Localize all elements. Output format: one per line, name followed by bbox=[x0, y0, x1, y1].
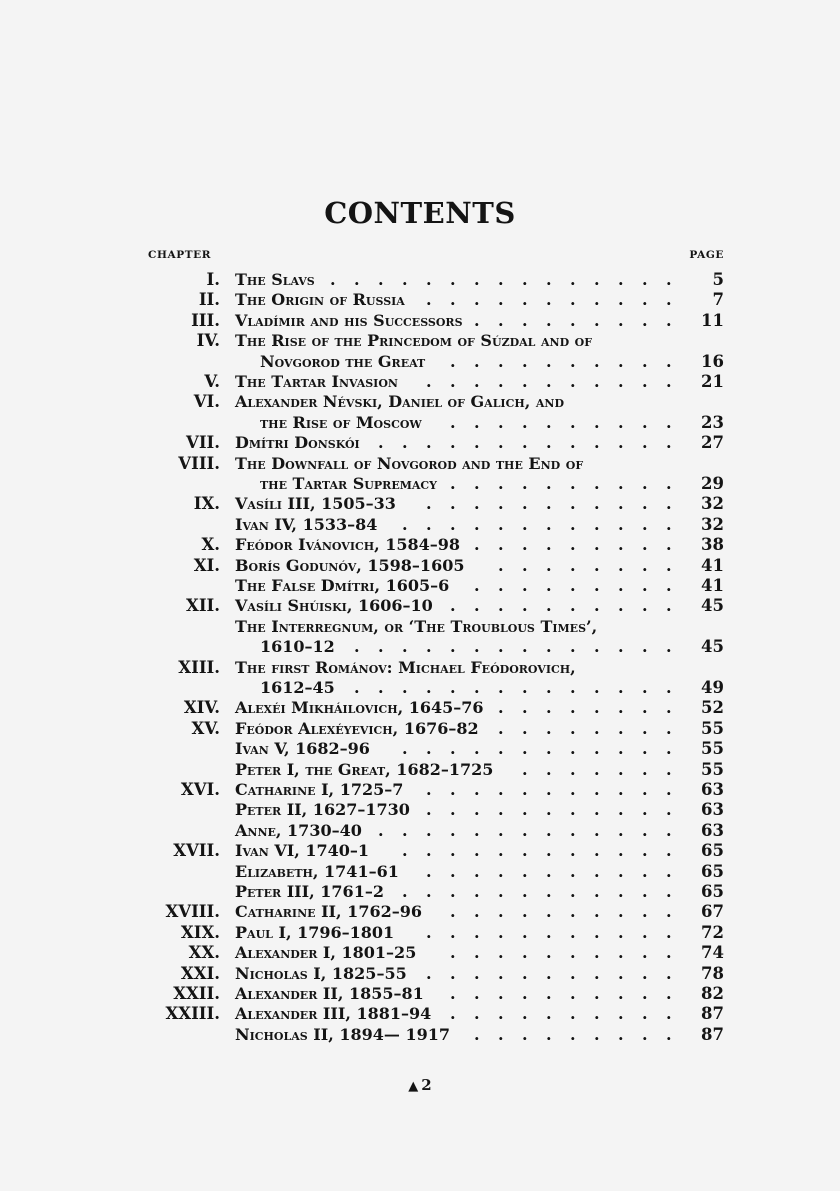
chapter-title: Dmítri Donskói bbox=[235, 433, 360, 453]
toc-line bbox=[0, 943, 840, 963]
chapter-number: XII. bbox=[186, 596, 220, 616]
toc-line bbox=[0, 780, 840, 800]
leader-dots: . . . . . . . . . . . bbox=[426, 922, 672, 942]
leader-dots: . . . . . . . . . . . bbox=[426, 963, 672, 983]
page-number: 5 bbox=[712, 270, 724, 289]
leader-dots: . . . . . . . . . . bbox=[450, 943, 672, 963]
toc-line bbox=[0, 902, 840, 922]
chapter-title: Alexander I, 1801–25 bbox=[235, 943, 417, 963]
chapter-number: XI. bbox=[193, 555, 220, 575]
page-column-header: PAGE bbox=[689, 249, 724, 261]
chapter-title: The Tartar Invasion bbox=[235, 372, 398, 391]
page-number: 27 bbox=[701, 433, 724, 453]
chapter-title: Catharine II, 1762–96 bbox=[235, 902, 422, 922]
page-number: 16 bbox=[701, 351, 724, 371]
toc-line bbox=[0, 1004, 840, 1024]
chapter-title: Anne, 1730–40 bbox=[235, 820, 362, 840]
chapter-title: Peter I, the Great, 1682–1725 bbox=[235, 759, 494, 779]
chapter-title: Vasíli III, 1505–33 bbox=[235, 494, 396, 514]
toc-line bbox=[0, 433, 840, 453]
toc-line bbox=[0, 760, 840, 780]
page-number: 23 bbox=[701, 412, 724, 432]
toc-line bbox=[0, 331, 840, 351]
page-number: 49 bbox=[701, 678, 724, 697]
chapter-title: Nicholas II, 1894— 1917 bbox=[235, 1024, 451, 1044]
chapter-number: XXII. bbox=[173, 984, 220, 1003]
page-number: 63 bbox=[701, 820, 724, 840]
chapter-number: III. bbox=[191, 310, 220, 330]
leader-dots: . . . . . . . . . . . . . . bbox=[354, 678, 672, 697]
leader-dots: . . . . . . . . . . . bbox=[426, 494, 672, 514]
toc-line bbox=[0, 698, 840, 718]
page-number: 29 bbox=[701, 474, 724, 493]
chapter-number: II. bbox=[198, 290, 220, 310]
chapter-title: Elizabeth, 1741–61 bbox=[235, 861, 399, 881]
leader-dots: . . . . . . . . . . . . . . bbox=[354, 637, 672, 657]
toc-line bbox=[0, 923, 840, 943]
page-number: 52 bbox=[701, 698, 724, 718]
chapter-title: Novgorod the Great bbox=[260, 351, 426, 371]
page-number: 21 bbox=[701, 372, 724, 391]
page-number: 72 bbox=[701, 922, 724, 942]
leader-dots: . . . . . . . . bbox=[498, 718, 672, 738]
leader-dots: . . . . . . . . . . . . . bbox=[378, 433, 672, 453]
leader-dots: . . . . . . . . . . . . . . . bbox=[330, 270, 672, 289]
page-number: 55 bbox=[701, 718, 724, 738]
signature-number: 2 bbox=[421, 1076, 432, 1094]
page-number: 38 bbox=[701, 535, 724, 555]
chapter-number: XVI. bbox=[180, 780, 220, 799]
leader-dots: . . . . . . . . bbox=[498, 555, 672, 575]
chapter-column-header: CHAPTER bbox=[148, 249, 212, 261]
chapter-title: Alexander II, 1855–81 bbox=[235, 984, 424, 1003]
toc-line bbox=[0, 882, 840, 902]
toc-line bbox=[0, 1025, 840, 1045]
leader-dots: . . . . . . . . . . . . bbox=[402, 739, 672, 759]
toc-line bbox=[0, 596, 840, 616]
page-number: 78 bbox=[701, 963, 724, 983]
chapter-number: XVIII. bbox=[165, 902, 220, 922]
toc-line bbox=[0, 800, 840, 820]
chapter-number: XX. bbox=[188, 943, 220, 963]
toc-line bbox=[0, 576, 840, 596]
chapter-title: 1610–12 bbox=[260, 637, 335, 657]
page-number: 87 bbox=[701, 1024, 724, 1044]
chapter-title: Alexéi Mikháilovich, 1645–76 bbox=[235, 698, 484, 718]
page-number: 67 bbox=[701, 902, 724, 922]
chapter-number: VII. bbox=[186, 433, 220, 453]
chapter-title: the Rise of Moscow bbox=[260, 412, 422, 432]
toc-line bbox=[0, 984, 840, 1004]
toc-line bbox=[0, 290, 840, 310]
toc-line bbox=[0, 964, 840, 984]
chapter-number: XVII. bbox=[173, 841, 220, 861]
page-title: CONTENTS bbox=[324, 196, 516, 230]
chapter-title: Ivan IV, 1533–84 bbox=[235, 514, 378, 534]
page-number: 32 bbox=[701, 494, 724, 514]
leader-dots: . . . . . . . . . bbox=[474, 310, 672, 330]
chapter-title: The Rise of the Princedom of Súzdal and of bbox=[235, 331, 593, 351]
leader-dots: . . . . . . . . . . bbox=[450, 351, 672, 371]
page-number: 32 bbox=[701, 514, 724, 534]
leader-dots: . . . . . . . . . . bbox=[450, 984, 672, 1003]
page-number: 65 bbox=[701, 861, 724, 881]
leader-dots: . . . . . . . . . . bbox=[450, 1004, 672, 1024]
page-number: 11 bbox=[701, 310, 724, 330]
chapter-title: 1612–45 bbox=[260, 678, 335, 697]
toc-line bbox=[0, 535, 840, 555]
page-number: 65 bbox=[701, 841, 724, 861]
toc-line bbox=[0, 637, 840, 657]
toc-line bbox=[0, 392, 840, 412]
toc-line bbox=[0, 515, 840, 535]
chapter-number: V. bbox=[204, 372, 220, 391]
leader-dots: . . . . . . . . . . . . bbox=[402, 514, 672, 534]
chapter-title: Feódor Ivánovich, 1584–98 bbox=[235, 535, 461, 555]
chapter-title: The Origin of Russia bbox=[235, 290, 405, 310]
chapter-title: Vasíli Shúiski, 1606–10 bbox=[235, 596, 433, 616]
chapter-title: Peter II, 1627–1730 bbox=[235, 800, 410, 820]
chapter-number: XXI. bbox=[180, 963, 220, 983]
toc-line bbox=[0, 372, 840, 392]
chapter-title: Feódor Alexéyevich, 1676–82 bbox=[235, 718, 479, 738]
page-number: 41 bbox=[701, 555, 724, 575]
page-number: 55 bbox=[701, 739, 724, 759]
leader-dots: . . . . . . . . . . . bbox=[426, 800, 672, 820]
chapter-number: IV. bbox=[196, 331, 220, 351]
page-number: 74 bbox=[701, 943, 724, 963]
toc-line bbox=[0, 556, 840, 576]
leader-dots: . . . . . . . . bbox=[498, 698, 672, 718]
leader-dots: . . . . . . . . . bbox=[474, 1024, 672, 1044]
chapter-title: Ivan V, 1682–96 bbox=[235, 739, 370, 759]
chapter-title: Ivan VI, 1740–1 bbox=[235, 841, 370, 861]
toc-line bbox=[0, 270, 840, 290]
page-number: 45 bbox=[701, 596, 724, 616]
leader-dots: . . . . . . . . . . bbox=[450, 596, 672, 616]
page-number: 45 bbox=[701, 637, 724, 657]
signature-mark bbox=[0, 1076, 840, 1094]
toc-line bbox=[0, 658, 840, 678]
chapter-title: the Tartar Supremacy bbox=[260, 474, 438, 493]
page-number: 87 bbox=[701, 1004, 724, 1024]
leader-dots: . . . . . . . . . . . . bbox=[402, 841, 672, 861]
chapter-title: The Slavs bbox=[235, 270, 315, 289]
leader-dots: . . . . . . . . . bbox=[474, 535, 672, 555]
chapter-title: The Downfall of Novgorod and the End of bbox=[235, 453, 584, 473]
page-number: 65 bbox=[701, 882, 724, 901]
chapter-number: XIX. bbox=[180, 922, 220, 942]
page-number: 7 bbox=[712, 290, 724, 310]
chapter-title: Nicholas I, 1825–55 bbox=[235, 963, 407, 983]
chapter-title: Alexander III, 1881–94 bbox=[235, 1004, 432, 1024]
toc-line bbox=[0, 454, 840, 474]
toc-line bbox=[0, 413, 840, 433]
toc-line bbox=[0, 862, 840, 882]
chapter-title: Vladímir and his Successors bbox=[235, 310, 463, 330]
page-number: 55 bbox=[701, 759, 724, 779]
leader-dots: . . . . . . . . . . . bbox=[426, 861, 672, 881]
toc-line bbox=[0, 821, 840, 841]
chapter-title: Catharine I, 1725–7 bbox=[235, 780, 404, 799]
toc-line bbox=[0, 311, 840, 331]
page-number: 82 bbox=[701, 984, 724, 1003]
chapter-number: X. bbox=[201, 535, 220, 555]
leader-dots: . . . . . . . . . . . . . bbox=[378, 820, 672, 840]
page-number: 63 bbox=[701, 780, 724, 799]
toc-line bbox=[0, 719, 840, 739]
page-number: 41 bbox=[701, 576, 724, 595]
leader-dots: . . . . . . . . . . . bbox=[426, 780, 672, 799]
leader-dots: . . . . . . . . . . bbox=[450, 412, 672, 432]
leader-dots: . . . . . . . . . . . bbox=[426, 372, 672, 391]
toc-line bbox=[0, 352, 840, 372]
chapter-title: Borís Godunóv, 1598–1605 bbox=[235, 555, 465, 575]
leader-dots: . . . . . . . . . . . . bbox=[402, 882, 672, 901]
toc-line bbox=[0, 739, 840, 759]
chapter-title: The first Románov: Michael Feódorovich, bbox=[235, 657, 576, 677]
chapter-title: The False Dmítri, 1605–6 bbox=[235, 576, 450, 595]
chapter-title: Paul I, 1796–1801 bbox=[235, 922, 395, 942]
chapter-number: XV. bbox=[191, 718, 220, 738]
toc-line bbox=[0, 494, 840, 514]
toc-line bbox=[0, 474, 840, 494]
page-number: 63 bbox=[701, 800, 724, 820]
chapter-number: IX. bbox=[193, 494, 220, 514]
chapter-title: Peter III, 1761–2 bbox=[235, 882, 384, 901]
chapter-number: VI. bbox=[193, 392, 220, 412]
chapter-number: I. bbox=[206, 270, 220, 289]
leader-dots: . . . . . . . . . . bbox=[450, 474, 672, 493]
triangle-icon: ▲ bbox=[408, 1079, 419, 1094]
leader-dots: . . . . . . . . . bbox=[474, 576, 672, 595]
toc-line bbox=[0, 678, 840, 698]
leader-dots: . . . . . . . . . . bbox=[450, 902, 672, 922]
toc-line bbox=[0, 617, 840, 637]
leader-dots: . . . . . . . . . . . bbox=[426, 290, 672, 310]
chapter-number: XIII. bbox=[178, 657, 220, 677]
chapter-number: XXIII. bbox=[165, 1004, 220, 1024]
chapter-number: VIII. bbox=[178, 453, 220, 473]
chapter-number: XIV. bbox=[183, 698, 220, 718]
toc-line bbox=[0, 841, 840, 861]
chapter-title: Alexander Névski, Daniel of Galich, and bbox=[235, 392, 564, 412]
leader-dots: . . . . . . . bbox=[522, 759, 672, 779]
chapter-title: The Interregnum, or ‘The Troublous Times’, bbox=[235, 616, 598, 636]
